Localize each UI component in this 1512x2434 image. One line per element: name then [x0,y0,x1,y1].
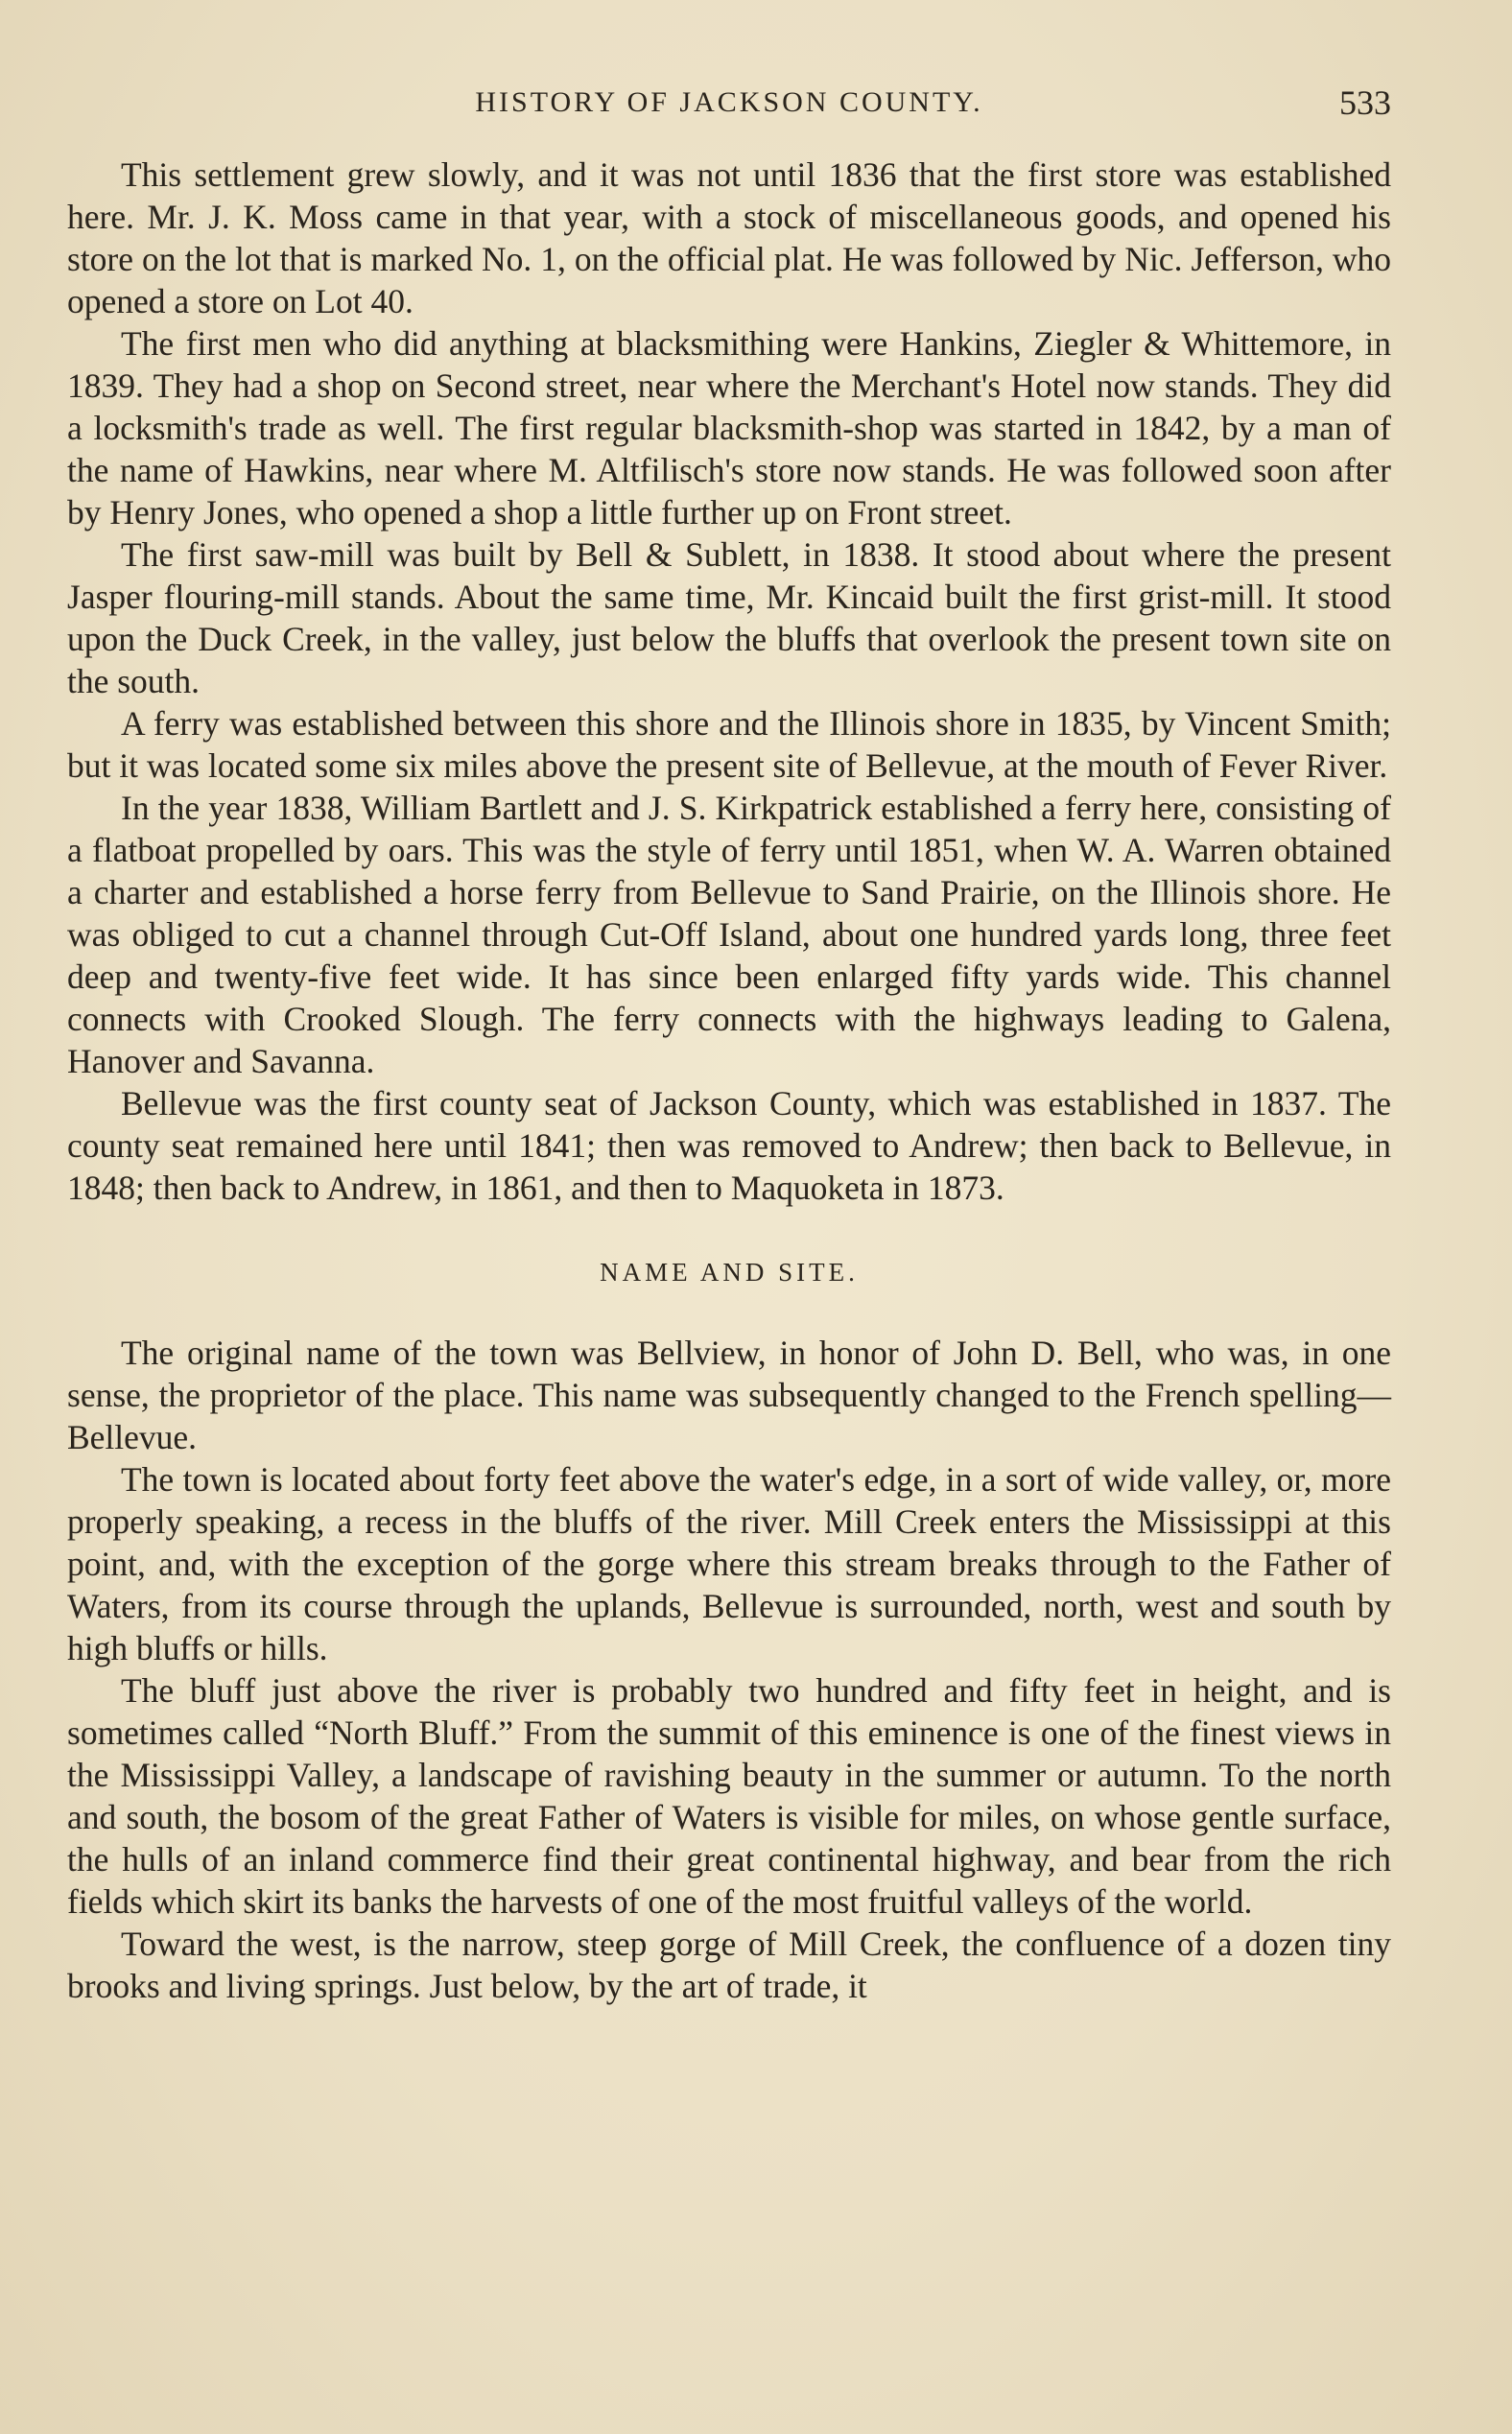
page-header [67,79,1391,127]
page-number: 533 [1339,83,1391,122]
running-head: HISTORY OF JACKSON COUNTY. [475,86,983,118]
paragraph: The original name of the town was Bellview, in honor of John D. Bell, who was, in one sense, the proprietor of the place. This name was subsequently changed to the French spelling—Bellevue. [67,1334,1391,1456]
paragraph: This settlement grew slowly, and it was not until 1836 that the first store was established here. Mr. J. K. Moss came in that year, with a stock of miscellaneous goods, and opened his store on the lot that is marked No. 1, on the official plat. He was followed by Nic. Jefferson, who opened a store on Lot 40. [67,155,1391,320]
body-text [67,154,1391,2007]
paragraph: Bellevue was the first county seat of Jackson County, which was established in 1837. The county seat remained here until 1841; then was removed to Andrew; then back to Bellevue, in 1848; then back to Andrew, in 1861, and then to Maquoketa in 1873. [67,1084,1391,1207]
paragraph: The town is located about forty feet above the water's edge, in a sort of wide valley, or, more properly speaking, a recess in the bluffs of the river. Mill Creek enters the Mississippi at this point, and, with the exception of the gorge where this stream breaks through to the Father of Waters, from its course through the uplands, Bellevue is surrounded, north, west and south by high bluffs or hills. [67,1460,1391,1667]
paragraph: The bluff just above the river is probably two hundred and fifty feet in height, and is sometimes called “North Bluff.” From the summit of this eminence is one of the finest views in the Mississippi Valley, a landscape of ravishing beauty in the summer or autumn. To the north and south, the bosom of the great Father of Waters is visible for miles, on whose gentle surface, the hulls of an inland commerce find their great continental highway, and bear from the rich fields which skirt its banks the harvests of one of the most fruitful valleys of the world. [67,1671,1391,1921]
paragraph: The first men who did anything at blacksmithing were Hankins, Ziegler & Whittemore, in 1839. They had a shop on Second street, near where the Merchant's Hotel now stands. They did a locksmith's trade as well. The first regular blacksmith-shop was started in 1842, by a man of the name of Hawkins, near where M. Altfilisch's store now stands. He was followed soon after by Henry Jones, who opened a shop a little further up on Front street. [67,324,1391,532]
paragraph: The first saw-mill was built by Bell & Sublett, in 1838. It stood about where the present Jasper flouring-mill stands. About the same time, Mr. Kincaid built the first grist-mill. It stood upon the Duck Creek, in the valley, just below the bluffs that overlook the present town site on the south. [67,535,1391,700]
paragraph: A ferry was established between this shore and the Illinois shore in 1835, by Vincent Smith; but it was located some six miles above the present site of Bellevue, at the mouth of Fever River. [67,704,1391,785]
paragraph: Toward the west, is the narrow, steep gorge of Mill Creek, the confluence of a dozen tiny brooks and living springs. Just below, by the art of trade, it [67,1925,1391,2005]
paragraph: In the year 1838, William Bartlett and J. S. Kirkpatrick established a ferry here, consisting of a flatboat propelled by oars. This was the style of ferry until 1851, when W. A. Warren obtained a charter and established a horse ferry from Bellevue to Sand Prairie, on the Illinois shore. He was obliged to cut a channel through Cut-Off Island, about one hundred yards long, three feet deep and twenty-five feet wide. It has since been enlarged fifty yards wide. This channel connects with Crooked Slough. The ferry connects with the highways leading to Galena, Hanover and Savanna. [67,789,1391,1080]
section-heading: NAME AND SITE. [600,1258,859,1287]
